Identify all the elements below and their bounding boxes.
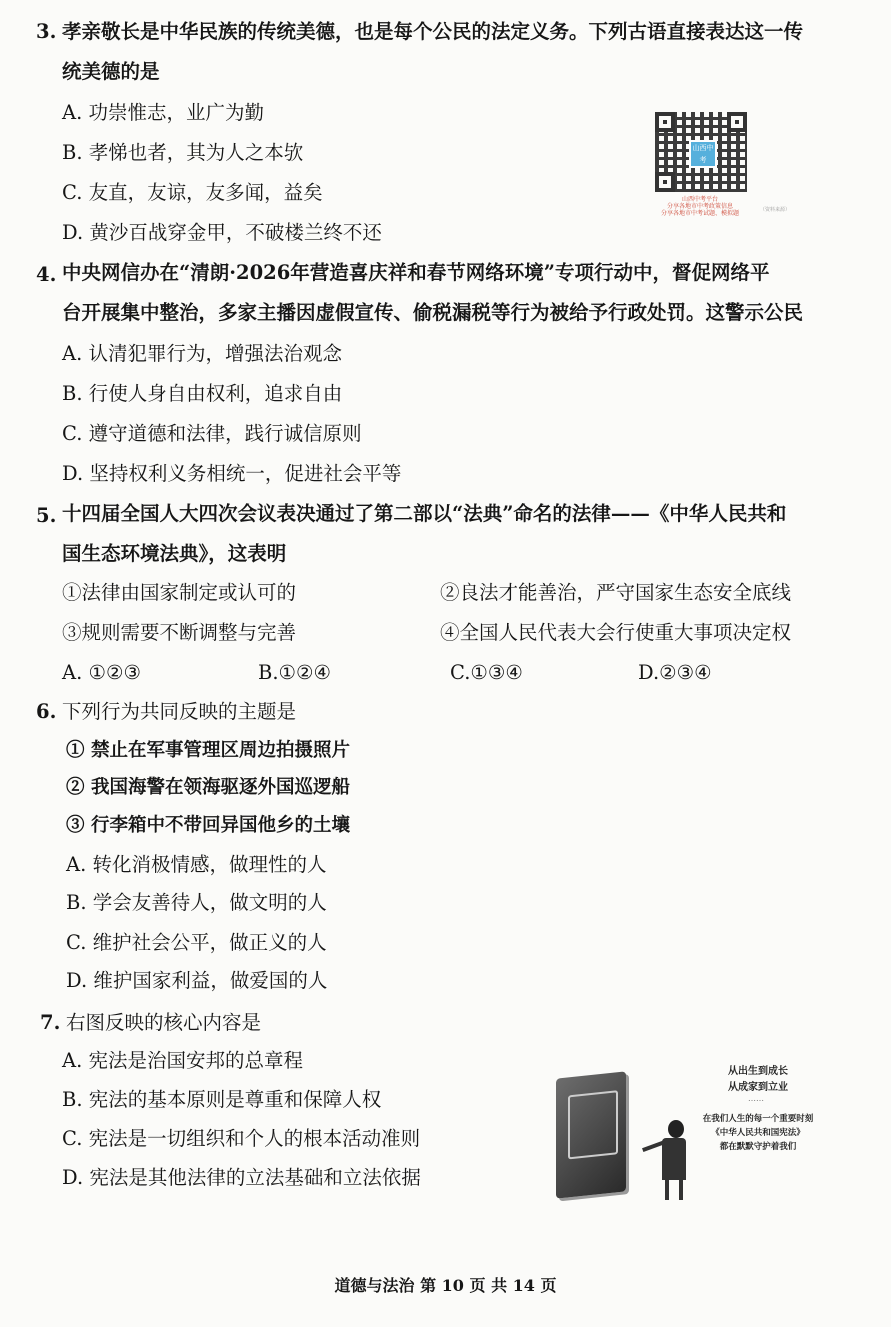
q5-statement-3: ③规则需要不断调整与完善 xyxy=(62,621,297,644)
q5-option-d: D.②③④ xyxy=(638,661,712,684)
constitution-book-image xyxy=(556,1071,626,1198)
illus-text-1: 从出生到成长 xyxy=(728,1066,788,1077)
q7-option-a: A. 宪法是治国安邦的总章程 xyxy=(62,1049,303,1072)
illus-dots: …… xyxy=(748,1094,764,1103)
illus-text-5: 都在默默守护着我们 xyxy=(719,1142,797,1152)
illus-text-2: 从成家到立业 xyxy=(728,1082,788,1093)
q6-option-a: A. 转化消极情感，做理性的人 xyxy=(66,853,327,876)
q3-option-c: C. 友直，友谅，友多闻，益矣 xyxy=(62,181,323,204)
q5-option-b: B.①②④ xyxy=(258,661,331,684)
q7-option-c: C. 宪法是一切组织和个人的根本活动准则 xyxy=(62,1127,421,1150)
q3-option-b: B. 孝悌也者，其为人之本欤 xyxy=(62,141,304,164)
q6-statement-1: ① 禁止在军事管理区周边拍摄照片 xyxy=(66,740,350,761)
qr-caption-1: 山西中考平台 xyxy=(681,196,718,203)
q6-option-d: D. 维护国家利益，做爱国的人 xyxy=(66,969,328,992)
q6-option-c: C. 维护社会公平，做正义的人 xyxy=(66,931,327,954)
qr-caption-2: 分享各地市中考政策信息 xyxy=(666,203,733,210)
figure-body xyxy=(662,1138,686,1180)
q6-stem: 下列行为共同反映的主题是 xyxy=(62,700,297,723)
qr-small-note: （资料来源） xyxy=(760,207,791,213)
q5-statement-2: ②良法才能善治，严守国家生态安全底线 xyxy=(440,581,792,604)
q3-option-a: A. 功崇惟志，业广为勤 xyxy=(62,101,264,124)
q6-statement-2: ② 我国海警在领海驱逐外国巡逻船 xyxy=(66,777,350,798)
qr-logo: 山西中考 xyxy=(689,140,717,168)
q5-stem-line1: 十四届全国人大四次会议表决通过了第二部以“法典”命名的法律——《中华人民共和 xyxy=(62,502,787,525)
q4-stem-line2: 台开展集中整治，多家主播因虚假宣传、偷税漏税等行为被给予行政处罚。这警示公民 xyxy=(62,301,804,324)
qr-finder-bl xyxy=(655,172,675,192)
q7-number: 7. xyxy=(40,1011,61,1034)
illus-text-3: 在我们人生的每一个重要时刻 xyxy=(702,1114,814,1124)
qr-caption xyxy=(640,196,760,217)
q5-statement-1: ①法律由国家制定或认可的 xyxy=(62,581,297,604)
q3-stem-line1: 孝亲敬长是中华民族的传统美德，也是每个公民的法定义务。下列古语直接表达这一传 xyxy=(62,20,804,43)
q4-stem-line1: 中央网信办在“清朗·2026年营造喜庆祥和春节网络环境”专项行动中，督促网络平 xyxy=(62,261,770,284)
qr-code xyxy=(655,112,747,192)
page-footer: 道德与法治 第 10 页 共 14 页 xyxy=(334,1276,557,1295)
q4-option-c: C. 遵守道德和法律，践行诚信原则 xyxy=(62,422,362,445)
q5-option-a: A. ①②③ xyxy=(62,661,141,684)
q5-statement-4: ④全国人民代表大会行使重大事项决定权 xyxy=(440,621,792,644)
q4-number: 4. xyxy=(36,263,57,286)
constitution-illustration xyxy=(528,1040,828,1205)
q3-number: 3. xyxy=(36,20,57,43)
q5-number: 5. xyxy=(36,504,57,527)
q7-option-b: B. 宪法的基本原则是尊重和保障人权 xyxy=(62,1088,382,1111)
q5-stem-line2: 国生态环境法典》，这表明 xyxy=(62,542,287,565)
q5-option-c: C.①③④ xyxy=(450,661,523,684)
q6-number: 6. xyxy=(36,700,57,723)
q4-option-b: B. 行使人身自由权利，追求自由 xyxy=(62,382,343,405)
q7-option-d: D. 宪法是其他法律的立法基础和立法依据 xyxy=(62,1166,421,1189)
q4-option-a: A. 认清犯罪行为，增强法治观念 xyxy=(62,342,342,365)
q7-stem: 右图反映的核心内容是 xyxy=(66,1011,262,1034)
qr-finder-tl xyxy=(655,112,675,132)
qr-caption-3: 分享各地市中考试题、模拟题 xyxy=(660,210,739,217)
qr-finder-tr xyxy=(727,112,747,132)
q3-stem-line2: 统美德的是 xyxy=(62,60,160,83)
q6-statement-3: ③ 行李箱中不带回异国他乡的土壤 xyxy=(66,815,350,836)
illus-text-4: 《中华人民共和国宪法》 xyxy=(711,1128,805,1138)
q6-option-b: B. 学会友善待人，做文明的人 xyxy=(66,891,327,914)
figure-legs xyxy=(665,1180,683,1200)
figure-head xyxy=(668,1120,684,1138)
q3-option-d: D. 黄沙百战穿金甲，不破楼兰终不还 xyxy=(62,221,382,244)
q4-option-d: D. 坚持权利义务相统一，促进社会平等 xyxy=(62,462,402,485)
